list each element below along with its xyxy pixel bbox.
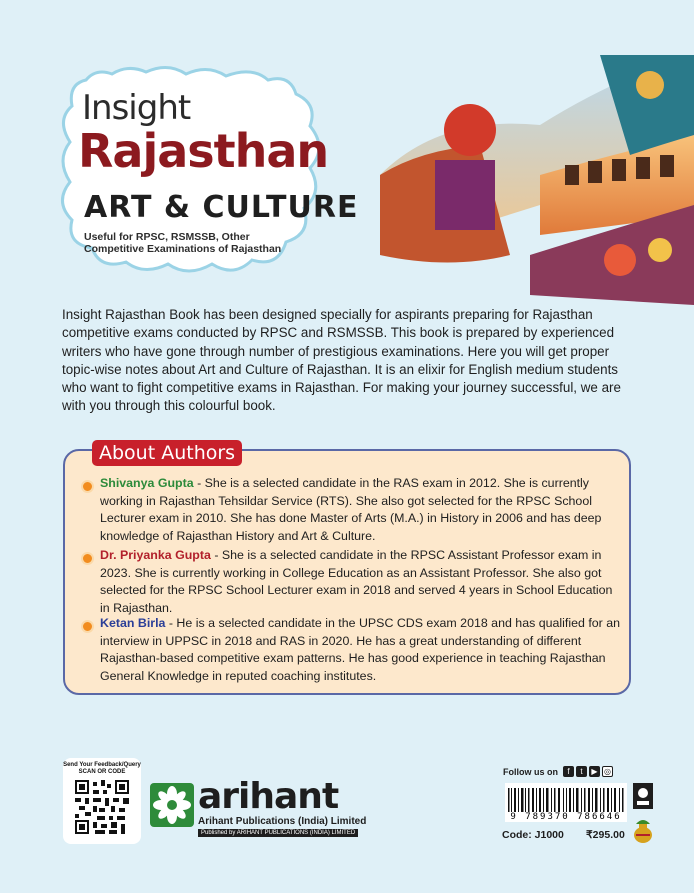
author-bio: - He is a selected candidate in the UPSC CDS exam 2018 and has qualified for an interview in UPPSC in 2018 and RAS in 2020. He has a great understanding of different Rajasthan-based competitive exam patterns. He has good experience in teaching Rajasthan General Knowledge in reputed coaching institutes. [100,616,621,683]
intro-paragraph: Insight Rajasthan Book has been designed specially for aspirants preparing for Rajasthan competitive exams conducted by RPSC and RSMSSB. This book is prepared by experienced writers who have gone through number of prestigious examinations. Here you will get proper topic-wise notes about Art and Culture of Rajasthan. It is an elixir for English medium students who want to fight competitive exams in Rajasthan. For making your journey successful, we are with you through this colourful book. [62,307,621,414]
author-name: Ketan Birla [100,616,166,630]
about-authors-heading: About Authors [92,440,242,466]
bullet-icon [81,480,94,493]
qr-feedback-card[interactable] [63,758,141,844]
bullet-icon [81,552,94,565]
kalash-icon [632,818,654,844]
title-rajasthan: Rajasthan [78,124,329,178]
author-name: Shivanya Gupta [100,476,194,490]
arihant-logo-icon [150,783,194,827]
author-entry-3 [100,615,620,685]
title-insight: Insight [82,88,191,128]
facebook-icon[interactable]: f [563,766,574,777]
title-art-culture: ART & CULTURE [84,190,359,225]
isbn-number: 9 789370 786646 [505,812,627,822]
author-entry-2 [100,547,620,617]
bullet-icon [81,620,94,633]
qr-code-icon[interactable] [75,780,129,834]
brand-publisher: Published by ARIHANT PUBLICATIONS (INDIA) LIMITED [198,829,358,837]
instagram-icon[interactable]: ◎ [602,766,613,777]
brand-name: arihant [198,776,339,817]
follow-us-label: Follow us on [503,767,558,777]
book-price: ₹295.00 [586,829,625,841]
cover-subtitle: Useful for RPSC, RSMSSB, Other Competitive Examinations of Rajasthan [84,231,282,255]
culture-photo-collage [360,55,694,305]
author-bio: - She is a selected candidate in the RPSC Assistant Professor exam in 2023. She is currently working in College Education as an Assistant Professor. She also got selected for the RPSC School Lecturer exam in 2018 and served 4 years in School Education in Rajasthan. [100,548,613,615]
youtube-icon[interactable]: ▶ [589,766,600,777]
book-emblem-icon [632,782,654,810]
brand-subtitle: Arihant Publications (India) Limited [198,816,367,827]
author-name: Dr. Priyanka Gupta [100,548,211,562]
qr-caption: Send Your Feedback/Query SCAN OR CODE [63,762,141,775]
author-entry-1 [100,475,620,545]
author-bio: - She is a selected candidate in the RAS exam in 2012. She is currently working in Rajasthan Tehsildar Service (RTS). She also got selected for the RPSC School Lecturer exam in 2010. She has done Master of Arts (M.A.) in History in 2006 and has deep knowledge of Rajasthan History and Art & Culture. [100,476,602,543]
book-code: Code: J1000 [502,829,564,841]
twitter-icon[interactable]: t [576,766,587,777]
